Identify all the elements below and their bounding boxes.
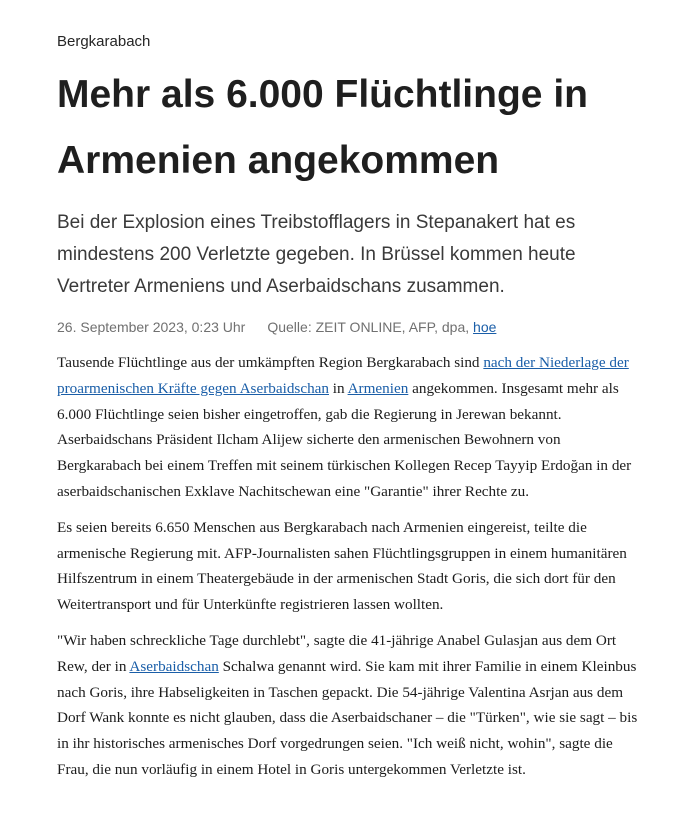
inline-link-armenien[interactable]: Armenien: [347, 379, 409, 397]
paragraph-text: Tausende Flüchtlinge aus der umkämpften Region Bergkarabach sind: [57, 354, 484, 371]
inline-link-aserbaidschan[interactable]: Aserbaidschan: [129, 657, 219, 675]
author-link[interactable]: hoe: [473, 319, 497, 335]
paragraph-text: Schalwa genannt wird. Sie kam mit ihrer Familie in einem Kleinbus nach Goris, ihre Habseligkeiten in Taschen gepackt. Die 54-jährige Valentina Asrjan aus dem Dorf Wank konnte es nicht glauben, dass die Aserbaidschaner – die "Türken", wie sie sagt – bis in ihr historisches armenisches Dorf vorgedrungen seien. "Ich weiß nicht, wohin", sagte die Frau, die nun vorläufig in einem Hotel in Goris untergekommen Verletzte ist.: [57, 657, 638, 778]
article-lead: Bei der Explosion eines Treibstofflagers in Stepanakert hat es mindestens 200 Verletzte gegeben. In Brüssel kommen heute Vertreter Armeniens und Aserbaidschans zusammen.: [57, 212, 576, 297]
paragraph-text: "Wir haben schreckliche Tage durchlebt", sagte die 41-jährige Anabel Gulasjan aus dem Ort Rew, der in: [57, 631, 617, 675]
source-label: Quelle: ZEIT ONLINE, AFP, dpa,: [267, 319, 470, 335]
inline-link-defeat[interactable]: nach der Niederlage der proarmenischen Kräfte gegen Aserbaidschan: [57, 354, 629, 397]
paragraph-2: Es seien bereits 6.650 Menschen aus Bergkarabach nach Armenien eingereist, teilte die armenische Regierung mit. AFP-Journalisten sahen Flüchtlingsgruppen in einem humanitären Hilfszentrum in einem Theatergebäude in der armenischen Stadt Goris, die sich dort für den Weitertransport und für Unterkünfte registrieren lassen wollten.: [57, 518, 627, 614]
publish-date: 26. September 2023, 0:23 Uhr: [57, 319, 246, 335]
paragraph-3: [57, 628, 647, 783]
paragraph-text: in: [329, 379, 348, 397]
article-meta: [57, 319, 496, 335]
paragraph-text: angekommen. Insgesamt mehr als 6.000 Flüchtlinge seien bisher eingetroffen, gab die Regierung in Jerewan bekannt. Aserbaidschans Präsident Ilcham Alijew sicherte den armenischen Bewohnern von Bergkarabach bei einem Treffen mit seinem türkischen Kollegen Recep Tayyip Erdoğan in der aserbaidschanischen Exklave Nachitschewan eine "Garantie" ihrer Rechte zu.: [57, 379, 632, 500]
paragraph-1: [57, 350, 647, 505]
article-body: [57, 350, 647, 793]
article-kicker: Bergkarabach: [57, 33, 151, 50]
article-title: Mehr als 6.000 Flüchtlinge in Armenien angekommen: [57, 73, 588, 182]
